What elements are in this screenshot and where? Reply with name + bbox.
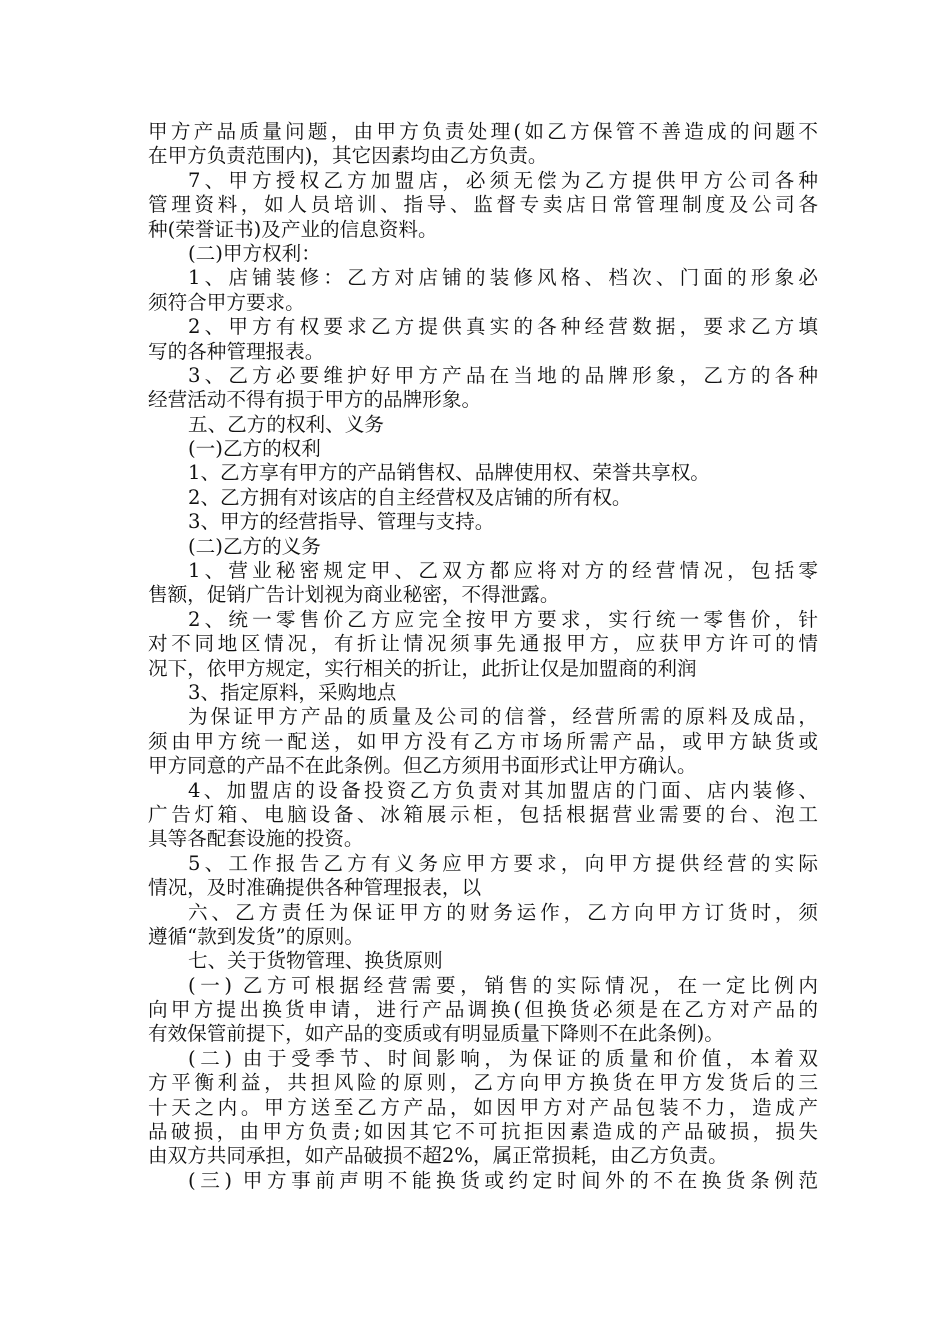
- text-line: 售额，促销广告计划视为商业秘密，不得泄露。: [148, 583, 560, 607]
- text-line: 十天之内。甲方送至乙方产品，如因甲方对产品包装不力，造成产: [148, 1095, 818, 1119]
- text-line: 方平衡利益，共担风险的原则，乙方向甲方换货在甲方发货后的三: [148, 1071, 818, 1095]
- text-line: 1、营业秘密规定甲、乙双方都应将对方的经营情况，包括零: [188, 559, 818, 583]
- text-line: 由双方共同承担，如产品破损不超2%，属正常损耗，由乙方负责。: [148, 1144, 728, 1168]
- text-line: 3、乙方必要维护好甲方产品在当地的品牌形象，乙方的各种: [188, 363, 818, 387]
- text-line: 遵循“款到发货”的原则。: [148, 924, 364, 948]
- text-line: 2、甲方有权要求乙方提供真实的各种经营数据，要求乙方填: [188, 315, 818, 339]
- text-line: (一)乙方的权利: [188, 437, 321, 461]
- text-line: 须符合甲方要求。: [148, 290, 305, 314]
- text-line: 2、乙方拥有对该店的自主经营权及店铺的所有权。: [188, 485, 632, 509]
- text-line: 3、甲方的经营指导、管理与支持。: [188, 510, 495, 534]
- text-line: 在甲方负责范围内)，其它因素均由乙方负责。: [148, 144, 548, 168]
- text-line: 3、指定原料，采购地点: [188, 680, 397, 704]
- text-line: 五、乙方的权利、义务: [188, 412, 384, 436]
- text-line: 2、统一零售价乙方应完全按甲方要求，实行统一零售价，针: [188, 607, 818, 631]
- text-line: 1、乙方享有甲方的产品销售权、品牌使用权、荣誉共享权。: [188, 461, 710, 485]
- text-line: 广告灯箱、电脑设备、冰箱展示柜，包括根据营业需要的台、泡工: [148, 802, 818, 826]
- text-line: 5、工作报告乙方有义务应甲方要求，向甲方提供经营的实际: [188, 851, 818, 875]
- text-line: 7、甲方授权乙方加盟店，必须无偿为乙方提供甲方公司各种: [188, 168, 818, 192]
- text-line: 情况，及时准确提供各种管理报表，以: [148, 876, 482, 900]
- text-line: 七、关于货物管理、换货原则: [188, 949, 443, 973]
- text-line: 经营活动不得有损于甲方的品牌形象。: [148, 388, 482, 412]
- text-line: 况下，依甲方规定，实行相关的折让，此折让仅是加盟商的利润: [148, 656, 697, 680]
- text-line: 1、店铺装修：乙方对店铺的装修风格、档次、门面的形象必: [188, 266, 818, 290]
- text-line: 管理资料，如人员培训、指导、监督专卖店日常管理制度及公司各: [148, 193, 818, 217]
- text-line: (二)甲方权利：: [188, 241, 321, 265]
- text-line: 向甲方提出换货申请，进行产品调换(但换货必须是在乙方对产品的: [148, 998, 818, 1022]
- text-line: 4、加盟店的设备投资乙方负责对其加盟店的门面、店内装修、: [188, 778, 818, 802]
- text-line: 甲方同意的产品不在此条例。但乙方须用书面形式让甲方确认。: [148, 754, 697, 778]
- text-line: 为保证甲方产品的质量及公司的信誉，经营所需的原料及成品，: [188, 705, 818, 729]
- text-line: (二) 由于受季节、时间影响，为保证的质量和价值，本着双: [188, 1046, 818, 1070]
- text-line: (三) 甲方事前声明不能换货或约定时间外的不在换货条例范: [188, 1168, 818, 1192]
- text-line: 品破损，由甲方负责;如因其它不可抗拒因素造成的产品破损，损失: [148, 1120, 818, 1144]
- text-line: 具等各配套设施的投资。: [148, 827, 364, 851]
- text-line: (一) 乙方可根据经营需要，销售的实际情况，在一定比例内: [188, 973, 818, 997]
- text-line: 写的各种管理报表。: [148, 339, 325, 363]
- text-line: 六、乙方责任为保证甲方的财务运作，乙方向甲方订货时，须: [188, 900, 818, 924]
- text-line: 甲方产品质量问题，由甲方负责处理(如乙方保管不善造成的问题不: [148, 120, 818, 143]
- text-line: (二)乙方的义务: [188, 534, 321, 558]
- text-line: 须由甲方统一配送，如甲方没有乙方市场所需产品，或甲方缺货或: [148, 729, 818, 753]
- text-line: 有效保管前提下，如产品的变质或有明显质量下降则不在此条例)。: [148, 1022, 724, 1046]
- text-line: 对不同地区情况，有折让情况须事先通报甲方，应获甲方许可的情: [148, 632, 818, 656]
- document-page: [148, 120, 818, 1193]
- text-line: 种(荣誉证书)及产业的信息资料。: [148, 217, 438, 241]
